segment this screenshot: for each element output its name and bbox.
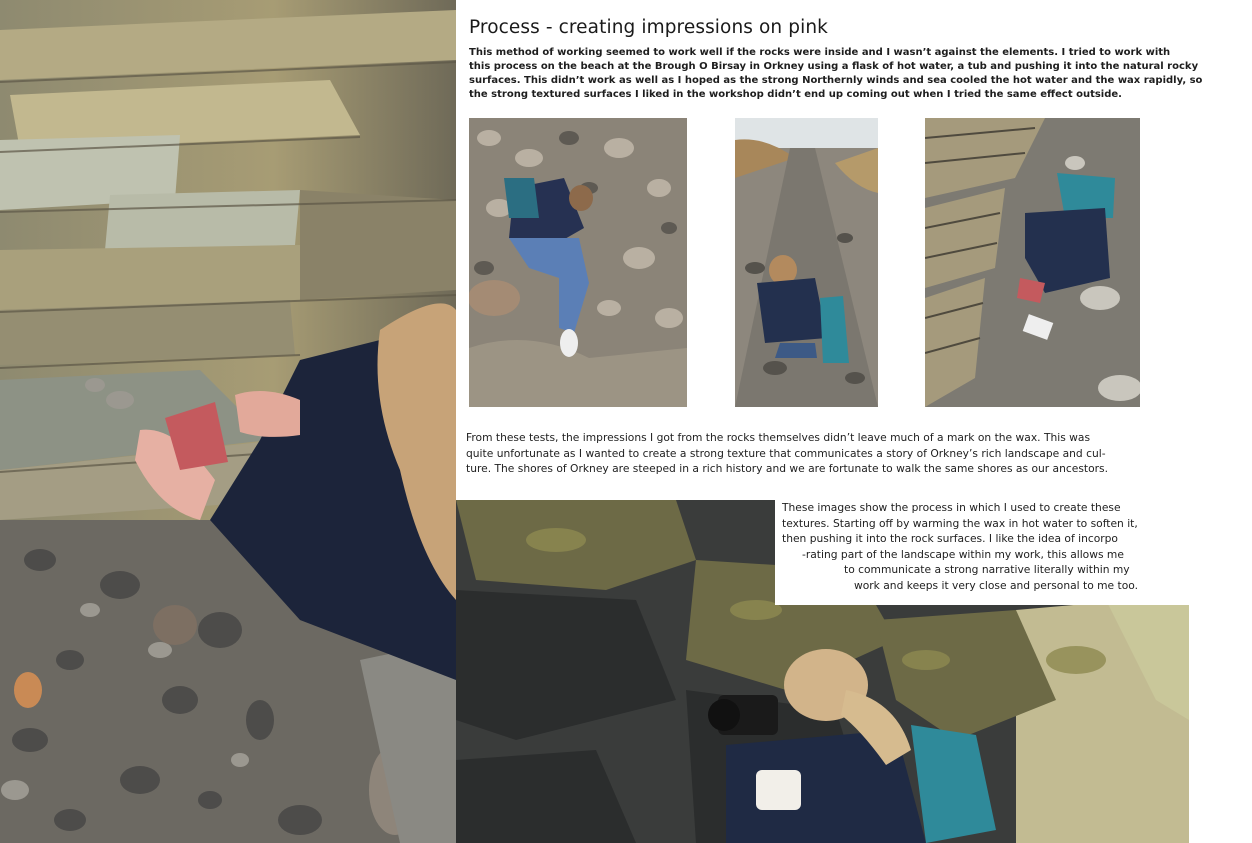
process-line: -rating part of the landscape within my work, this allows me xyxy=(802,547,1124,561)
beach-crouching-photo-2 xyxy=(735,118,878,407)
findings-line: ture. The shores of Orkney are steeped in a rich history and we are fortunate to walk the same shores as our ancestors. xyxy=(466,462,1108,475)
rock-wax-closeup-photo xyxy=(0,0,456,843)
intro-line: surfaces. This didn’t work as well as I hoped as the strong Northernly winds and sea cooled the hot water and the wax rapidly, so xyxy=(469,75,1203,86)
beach-crouching-photo-3 xyxy=(925,118,1140,407)
findings-line: From these tests, the impressions I got from the rocks themselves didn’t leave much of a mark on the wax. This was xyxy=(466,431,1091,444)
page-title: Process - creating impressions on pink xyxy=(469,17,828,38)
beach-crouching-photo-1 xyxy=(469,118,687,407)
process-line: then pushing it into the rock surfaces. I like the idea of incorpo xyxy=(782,532,1118,545)
process-line: work and keeps it very close and personal to me too. xyxy=(854,578,1139,592)
intro-line: the strong textured surfaces I liked in the workshop didn’t end up coming out when I tried the same effect outside. xyxy=(469,89,1122,100)
intro-line: this process on the beach at the Brough O Birsay in Orkney using a flask of hot water, a tub and pushing it into the natural rocky xyxy=(469,61,1199,72)
intro-paragraph xyxy=(469,46,1203,102)
process-line: These images show the process in which I used to create these xyxy=(782,501,1121,514)
findings-paragraph xyxy=(466,430,1196,477)
intro-line: This method of working seemed to work well if the rocks were inside and I wasn’t against the elements. I tried to work with xyxy=(469,47,1171,58)
process-line: to communicate a strong narrative literally within my xyxy=(844,563,1130,576)
process-line: textures. Starting off by warming the wax in hot water to soften it, xyxy=(782,516,1138,530)
findings-line: quite unfortunate as I wanted to create a strong texture that communicates a story of Orkney’s rich landscape and cul- xyxy=(466,446,1106,460)
process-paragraph xyxy=(780,500,1190,593)
